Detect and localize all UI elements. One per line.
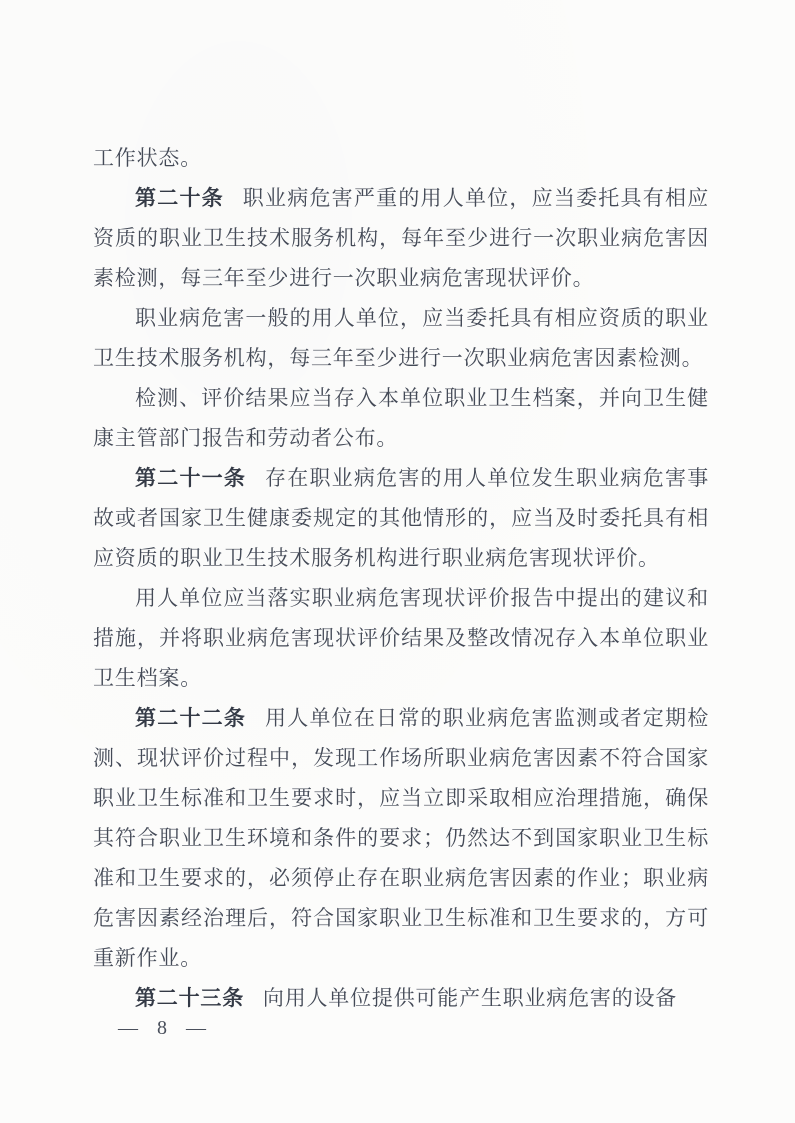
article-20-heading: 第二十条 [135, 186, 224, 210]
paragraph-text: 工作状态。 [93, 146, 202, 170]
page-number: — 8 — [118, 1017, 213, 1039]
paragraph-text: 职业病危害严重的用人单位，应当委托具有相应资质的职业卫生技术服务机构，每年至少进行一次职业病危害因素检测，每三年至少进行一次职业病危害现状评价。 [93, 186, 709, 290]
paragraph-text: 存在职业病危害的用人单位发生职业病危害事故或者国家卫生健康委规定的其他情形的，应当及时委托具有相应资质的职业卫生技术服务机构进行职业病危害现状评价。 [93, 466, 710, 570]
article-23-heading: 第二十三条 [135, 986, 244, 1010]
paragraph-text: 职业病危害一般的用人单位，应当委托具有相应资质的职业卫生技术服务机构，每三年至少进行一次职业病危害因素检测。 [93, 306, 709, 370]
paragraph-article-22 [93, 698, 709, 978]
paragraph-article-23 [93, 978, 709, 1018]
paragraph-article-21 [93, 458, 709, 578]
paragraph-body [93, 378, 709, 458]
article-21-heading: 第二十一条 [135, 466, 247, 490]
paragraph-text: 检测、评价结果应当存入本单位职业卫生档案，并向卫生健康主管部门报告和劳动者公布。 [93, 386, 709, 450]
paragraph-text: 用人单位应当落实职业病危害现状评价报告中提出的建议和措施，并将职业病危害现状评价结果及整改情况存入本单位职业卫生档案。 [93, 586, 709, 690]
paragraph-article-20 [93, 178, 709, 298]
paragraph-continuation [93, 138, 709, 178]
paragraph-body [93, 578, 709, 698]
document-body [93, 138, 709, 1018]
article-22-heading: 第二十二条 [135, 706, 247, 730]
paragraph-text: 向用人单位提供可能产生职业病危害的设备 [262, 986, 678, 1010]
paragraph-body [93, 298, 709, 378]
paragraph-text: 用人单位在日常的职业病危害监测或者定期检测、现状评价过程中，发现工作场所职业病危害因素不符合国家职业卫生标准和卫生要求时，应当立即采取相应治理措施，确保其符合职业卫生环境和条件的要求；仍然达不到国家职业卫生标准和卫生要求的，必须停止存在职业病危害因素的作业；职业病危害因素经治理后，符合国家职业卫生标准和卫生要求的，方可重新作业。 [93, 706, 710, 970]
